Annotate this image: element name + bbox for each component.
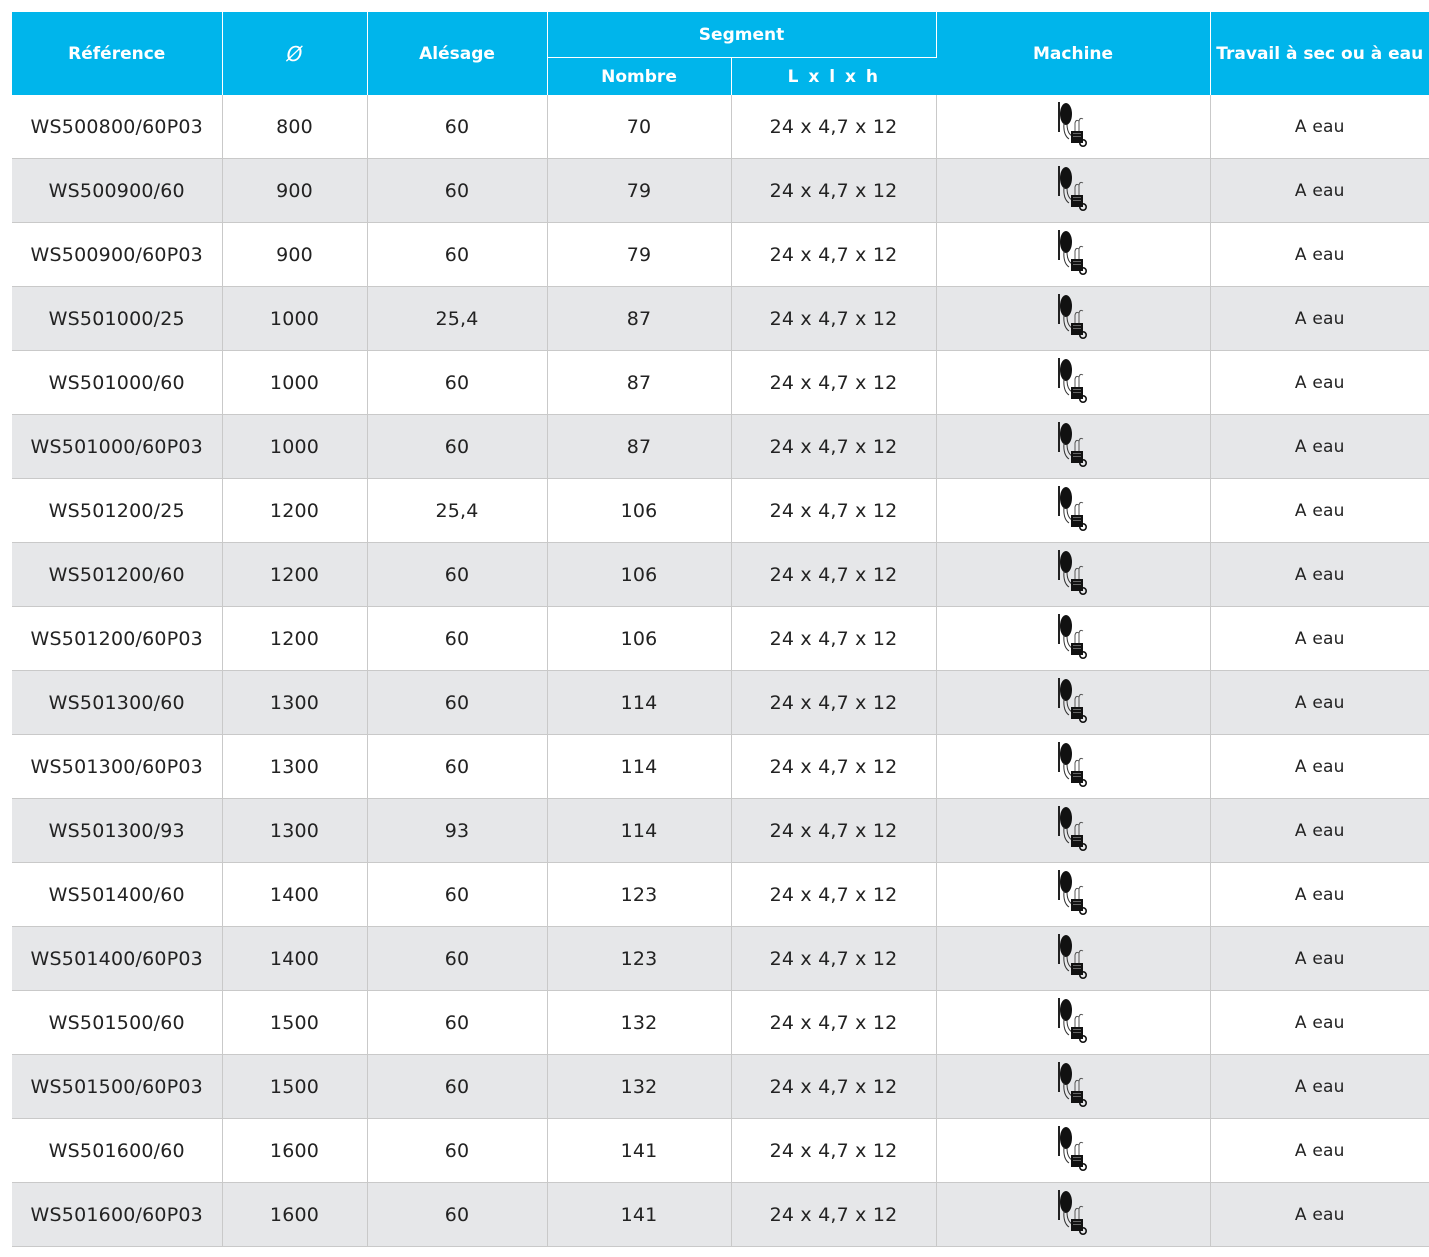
table-header	[12, 12, 1429, 95]
cell-machine	[936, 991, 1210, 1055]
cell-reference: WS501300/60	[12, 671, 222, 735]
cell-bore: 60	[367, 415, 547, 479]
cell-segment-dims: 24 x 4,7 x 12	[731, 479, 936, 543]
table-row	[12, 159, 1429, 223]
wall-saw-machine-icon	[1055, 1061, 1091, 1112]
wall-saw-machine-icon	[1055, 677, 1091, 728]
cell-work-mode: A eau	[1210, 1119, 1429, 1183]
cell-diameter: 1400	[222, 927, 367, 991]
cell-reference: WS501200/60P03	[12, 607, 222, 671]
cell-diameter: 900	[222, 159, 367, 223]
cell-machine	[936, 863, 1210, 927]
cell-segment-dims: 24 x 4,7 x 12	[731, 287, 936, 351]
cell-segment-dims: 24 x 4,7 x 12	[731, 1183, 936, 1247]
cell-segment-dims: 24 x 4,7 x 12	[731, 863, 936, 927]
cell-bore: 60	[367, 927, 547, 991]
wall-saw-machine-icon	[1055, 933, 1091, 984]
cell-segment-count: 87	[547, 351, 731, 415]
cell-diameter: 1600	[222, 1119, 367, 1183]
cell-diameter: 1200	[222, 543, 367, 607]
wall-saw-machine-icon	[1055, 165, 1091, 216]
cell-machine	[936, 799, 1210, 863]
table-row	[12, 95, 1429, 159]
wall-saw-machine-icon	[1055, 741, 1091, 792]
cell-segment-count: 87	[547, 415, 731, 479]
cell-reference: WS500900/60P03	[12, 223, 222, 287]
cell-segment-dims: 24 x 4,7 x 12	[731, 159, 936, 223]
cell-bore: 60	[367, 1055, 547, 1119]
cell-diameter: 1300	[222, 735, 367, 799]
cell-segment-count: 123	[547, 863, 731, 927]
cell-work-mode: A eau	[1210, 479, 1429, 543]
cell-segment-dims: 24 x 4,7 x 12	[731, 799, 936, 863]
cell-diameter: 800	[222, 95, 367, 159]
wall-saw-machine-icon	[1055, 229, 1091, 280]
cell-reference: WS500900/60	[12, 159, 222, 223]
cell-bore: 60	[367, 543, 547, 607]
cell-machine	[936, 543, 1210, 607]
wall-saw-machine-icon	[1055, 357, 1091, 408]
cell-segment-dims: 24 x 4,7 x 12	[731, 671, 936, 735]
cell-machine	[936, 671, 1210, 735]
wall-saw-machine-icon	[1055, 549, 1091, 600]
cell-work-mode: A eau	[1210, 95, 1429, 159]
cell-work-mode: A eau	[1210, 799, 1429, 863]
cell-segment-dims: 24 x 4,7 x 12	[731, 927, 936, 991]
table-row	[12, 607, 1429, 671]
cell-segment-dims: 24 x 4,7 x 12	[731, 415, 936, 479]
cell-machine	[936, 479, 1210, 543]
cell-machine	[936, 1119, 1210, 1183]
cell-work-mode: A eau	[1210, 159, 1429, 223]
cell-diameter: 1000	[222, 351, 367, 415]
wall-saw-machine-icon	[1055, 293, 1091, 344]
cell-diameter: 1500	[222, 1055, 367, 1119]
header-machine: Machine	[936, 12, 1210, 95]
table-row	[12, 863, 1429, 927]
cell-work-mode: A eau	[1210, 351, 1429, 415]
table-row	[12, 287, 1429, 351]
wall-saw-machine-icon	[1055, 613, 1091, 664]
cell-reference: WS501600/60	[12, 1119, 222, 1183]
cell-segment-count: 70	[547, 95, 731, 159]
cell-diameter: 1300	[222, 799, 367, 863]
cell-segment-count: 114	[547, 799, 731, 863]
wall-saw-machine-icon	[1055, 1125, 1091, 1176]
table-body	[12, 95, 1429, 1247]
table-row	[12, 1183, 1429, 1247]
cell-bore: 60	[367, 863, 547, 927]
wall-saw-machine-icon	[1055, 485, 1091, 536]
cell-bore: 60	[367, 95, 547, 159]
cell-bore: 60	[367, 1183, 547, 1247]
cell-machine	[936, 287, 1210, 351]
table-row	[12, 927, 1429, 991]
header-diameter: Ø	[222, 12, 367, 95]
cell-reference: WS500800/60P03	[12, 95, 222, 159]
cell-reference: WS501200/25	[12, 479, 222, 543]
cell-segment-count: 79	[547, 223, 731, 287]
cell-segment-dims: 24 x 4,7 x 12	[731, 1055, 936, 1119]
cell-reference: WS501300/93	[12, 799, 222, 863]
wall-saw-machine-icon	[1055, 997, 1091, 1048]
cell-reference: WS501000/60	[12, 351, 222, 415]
wall-saw-machine-icon	[1055, 805, 1091, 856]
cell-bore: 60	[367, 671, 547, 735]
cell-segment-dims: 24 x 4,7 x 12	[731, 351, 936, 415]
cell-segment-count: 87	[547, 287, 731, 351]
cell-segment-count: 132	[547, 1055, 731, 1119]
cell-segment-dims: 24 x 4,7 x 12	[731, 735, 936, 799]
cell-segment-count: 114	[547, 671, 731, 735]
cell-work-mode: A eau	[1210, 1183, 1429, 1247]
cell-diameter: 1300	[222, 671, 367, 735]
cell-reference: WS501000/60P03	[12, 415, 222, 479]
cell-work-mode: A eau	[1210, 927, 1429, 991]
cell-segment-count: 106	[547, 607, 731, 671]
cell-reference: WS501000/25	[12, 287, 222, 351]
cell-bore: 60	[367, 991, 547, 1055]
cell-segment-dims: 24 x 4,7 x 12	[731, 95, 936, 159]
cell-diameter: 1200	[222, 607, 367, 671]
cell-diameter: 1600	[222, 1183, 367, 1247]
cell-reference: WS501500/60	[12, 991, 222, 1055]
cell-reference: WS501300/60P03	[12, 735, 222, 799]
cell-machine	[936, 1183, 1210, 1247]
cell-segment-dims: 24 x 4,7 x 12	[731, 223, 936, 287]
cell-segment-count: 141	[547, 1183, 731, 1247]
cell-segment-dims: 24 x 4,7 x 12	[731, 991, 936, 1055]
table-row	[12, 735, 1429, 799]
cell-bore: 60	[367, 223, 547, 287]
cell-machine	[936, 607, 1210, 671]
table-row	[12, 1055, 1429, 1119]
cell-work-mode: A eau	[1210, 671, 1429, 735]
cell-reference: WS501600/60P03	[12, 1183, 222, 1247]
cell-machine	[936, 159, 1210, 223]
cell-diameter: 1400	[222, 863, 367, 927]
cell-work-mode: A eau	[1210, 735, 1429, 799]
cell-diameter: 1500	[222, 991, 367, 1055]
header-segment-count: Nombre	[547, 58, 731, 96]
cell-work-mode: A eau	[1210, 991, 1429, 1055]
cell-segment-count: 114	[547, 735, 731, 799]
cell-bore: 60	[367, 735, 547, 799]
table-row	[12, 415, 1429, 479]
cell-machine	[936, 223, 1210, 287]
cell-bore: 25,4	[367, 287, 547, 351]
cell-work-mode: A eau	[1210, 287, 1429, 351]
cell-diameter: 900	[222, 223, 367, 287]
product-spec-table	[12, 12, 1429, 1247]
cell-work-mode: A eau	[1210, 415, 1429, 479]
cell-machine	[936, 351, 1210, 415]
cell-bore: 60	[367, 607, 547, 671]
cell-segment-count: 123	[547, 927, 731, 991]
header-segment: Segment	[547, 12, 936, 58]
header-bore: Alésage	[367, 12, 547, 95]
cell-machine	[936, 95, 1210, 159]
header-work-mode: Travail à sec ou à eau	[1210, 12, 1429, 95]
wall-saw-machine-icon	[1055, 101, 1091, 152]
cell-segment-count: 79	[547, 159, 731, 223]
cell-reference: WS501400/60P03	[12, 927, 222, 991]
cell-reference: WS501500/60P03	[12, 1055, 222, 1119]
cell-bore: 93	[367, 799, 547, 863]
table-row	[12, 799, 1429, 863]
cell-segment-dims: 24 x 4,7 x 12	[731, 543, 936, 607]
cell-bore: 25,4	[367, 479, 547, 543]
cell-reference: WS501200/60	[12, 543, 222, 607]
cell-bore: 60	[367, 159, 547, 223]
table-row	[12, 1119, 1429, 1183]
wall-saw-machine-icon	[1055, 1189, 1091, 1240]
header-reference: Référence	[12, 12, 222, 95]
table-row	[12, 479, 1429, 543]
cell-segment-dims: 24 x 4,7 x 12	[731, 1119, 936, 1183]
cell-work-mode: A eau	[1210, 223, 1429, 287]
cell-work-mode: A eau	[1210, 863, 1429, 927]
table-row	[12, 991, 1429, 1055]
cell-bore: 60	[367, 351, 547, 415]
cell-work-mode: A eau	[1210, 543, 1429, 607]
cell-reference: WS501400/60	[12, 863, 222, 927]
wall-saw-machine-icon	[1055, 421, 1091, 472]
cell-bore: 60	[367, 1119, 547, 1183]
cell-machine	[936, 415, 1210, 479]
cell-segment-count: 132	[547, 991, 731, 1055]
cell-work-mode: A eau	[1210, 1055, 1429, 1119]
cell-diameter: 1200	[222, 479, 367, 543]
table-row	[12, 223, 1429, 287]
table-row	[12, 351, 1429, 415]
cell-diameter: 1000	[222, 287, 367, 351]
cell-segment-dims: 24 x 4,7 x 12	[731, 607, 936, 671]
cell-segment-count: 106	[547, 479, 731, 543]
cell-diameter: 1000	[222, 415, 367, 479]
header-segment-dims: L x l x h	[731, 58, 936, 96]
cell-machine	[936, 1055, 1210, 1119]
table-row	[12, 671, 1429, 735]
table-row	[12, 543, 1429, 607]
cell-segment-count: 106	[547, 543, 731, 607]
cell-work-mode: A eau	[1210, 607, 1429, 671]
cell-segment-count: 141	[547, 1119, 731, 1183]
cell-machine	[936, 735, 1210, 799]
cell-machine	[936, 927, 1210, 991]
wall-saw-machine-icon	[1055, 869, 1091, 920]
